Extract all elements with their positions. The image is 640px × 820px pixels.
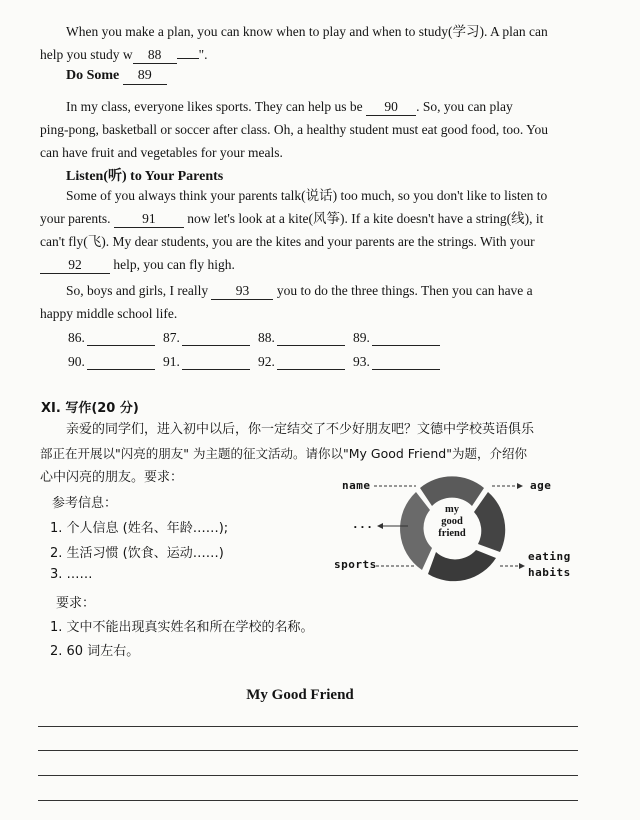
center-line-2: good [441, 516, 463, 527]
parents-line-4-post: help, you can fly high. [113, 257, 235, 272]
answer-87-line[interactable] [182, 331, 250, 346]
blank-88[interactable]: 88 [133, 47, 177, 64]
mind-map-diagram [332, 470, 572, 590]
answer-92-label: 92. [258, 354, 275, 369]
blank-89[interactable]: 89 [123, 68, 167, 85]
center-line-1: my [445, 504, 459, 515]
answer-89-label: 89. [353, 330, 370, 345]
blank-92[interactable]: 92 [40, 257, 110, 274]
reference-item-2: 2. 生活习惯 (饮食、运动……) [50, 546, 224, 561]
answer-90-label: 90. [68, 354, 85, 369]
heading-do-some [66, 68, 167, 85]
answer-88-label: 88. [258, 330, 275, 345]
requirement-2: 2. 60 词左右。 [50, 644, 140, 659]
label-habits: habits [528, 566, 571, 579]
reference-title: 参考信息： [52, 496, 118, 511]
label-eating: eating [528, 550, 571, 563]
closing-line-1-post: you to do the three things. Then you can have a [276, 283, 533, 298]
blank-88-tail [177, 44, 199, 59]
answer-88[interactable] [258, 330, 353, 346]
answer-row-1 [68, 322, 448, 346]
blank-93[interactable]: 93 [211, 283, 273, 300]
writing-line-3[interactable] [38, 775, 578, 776]
answer-93-line[interactable] [372, 355, 440, 370]
answer-87-label: 87. [163, 330, 180, 345]
blank-91[interactable]: 91 [114, 211, 184, 228]
label-more: ... [352, 518, 374, 531]
reference-item-1: 1. 个人信息 (姓名、年龄……); [50, 521, 229, 536]
answer-87[interactable] [163, 330, 258, 346]
label-age: age [530, 479, 552, 492]
parents-line-1: Some of you always think your parents talk(说话) too much, so you don't like to listen to [66, 188, 548, 203]
paragraph-parents [40, 184, 550, 276]
answer-86-label: 86. [68, 330, 85, 345]
prompt-line-3: 心中闪亮的朋友。要求： [40, 470, 184, 485]
center-text [426, 504, 478, 540]
parents-line-3: can't fly(飞). My dear students, you are the kites and your parents are the strings. With your [40, 234, 535, 249]
sports-line-1-pre: In my class, everyone likes sports. They can help us be [66, 99, 363, 114]
paragraph-closing [40, 279, 550, 325]
writing-line-2[interactable] [38, 750, 578, 751]
answer-row-2 [68, 346, 448, 370]
answer-93[interactable] [353, 354, 448, 370]
requirement-1: 1. 文中不能出现真实姓名和所在学校的名称。 [50, 620, 314, 635]
prompt-line-1: 亲爱的同学们，进入初中以后，你一定结交了不少好朋友吧？文德中学校英语俱乐 [66, 422, 535, 437]
parents-line-2-pre: your parents. [40, 211, 111, 226]
answer-90[interactable] [68, 354, 163, 370]
label-sports: sports [334, 558, 377, 571]
writing-line-1[interactable] [38, 726, 578, 727]
answer-90-line[interactable] [87, 355, 155, 370]
essay-title: My Good Friend [246, 687, 354, 703]
answer-86[interactable] [68, 330, 163, 346]
answer-93-label: 93. [353, 354, 370, 369]
answer-92[interactable] [258, 354, 353, 370]
sports-line-1-post: . So, you can play [416, 99, 513, 114]
closing-line-2: happy middle school life. [40, 306, 178, 321]
plan-line-2-post: ". [198, 47, 208, 62]
heading-listen: Listen(听) to Your Parents [66, 169, 224, 184]
sports-line-3: can have fruit and vegetables for your meals. [40, 145, 283, 160]
paragraph-plan [40, 20, 550, 66]
label-name: name [342, 479, 371, 492]
requirements-title: 要求： [56, 596, 96, 611]
answer-grid [68, 322, 448, 370]
writing-line-4[interactable] [38, 800, 578, 801]
plan-line-2-pre: help you study w [40, 47, 133, 62]
answer-88-line[interactable] [277, 331, 345, 346]
answer-91-label: 91. [163, 354, 180, 369]
prompt-line-2: 部正在开展以"闪亮的朋友" 为主题的征文活动。请你以"My Good Friend"为题，介绍你 [40, 446, 527, 461]
answer-89[interactable] [353, 330, 448, 346]
reference-item-3: 3. …… [50, 567, 93, 582]
center-line-3: friend [438, 528, 466, 539]
plan-line-1: When you make a plan, you can know when to play and when to study(学习). A plan can [66, 24, 548, 39]
answer-91-line[interactable] [182, 355, 250, 370]
answer-89-line[interactable] [372, 331, 440, 346]
answer-92-line[interactable] [277, 355, 345, 370]
answer-86-line[interactable] [87, 331, 155, 346]
answer-91[interactable] [163, 354, 258, 370]
section-xi-title: XI. 写作(20 分) [41, 401, 139, 416]
heading-do-some-text: Do Some [66, 68, 120, 83]
parents-line-2-post: now let's look at a kite(风筝). If a kite doesn't have a string(线), it [187, 211, 544, 226]
sports-line-2: ping-pong, basketball or soccer after class. Oh, a healthy student must eat good food, too. You [40, 122, 549, 137]
blank-90[interactable]: 90 [366, 99, 416, 116]
closing-line-1-pre: So, boys and girls, I really [66, 283, 209, 298]
paragraph-sports [40, 95, 550, 164]
